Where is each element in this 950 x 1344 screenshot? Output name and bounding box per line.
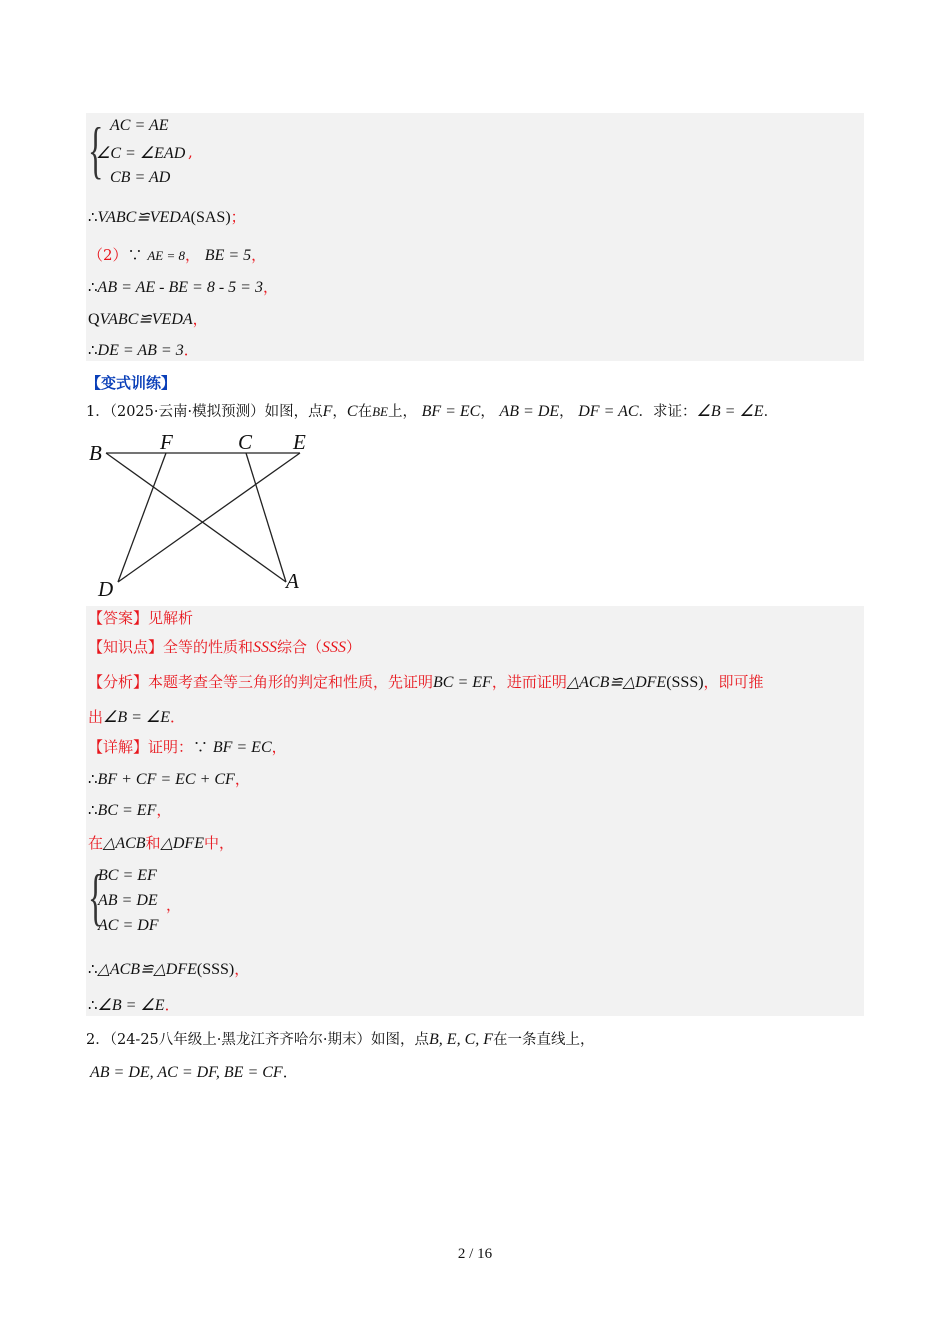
step-line-a: [88, 769, 250, 790]
page-number: 2 / 16: [457, 1246, 493, 1262]
system2-line-1: BC = EF: [98, 867, 157, 884]
step-math: VABC≌VEDA: [99, 311, 193, 328]
comma: ，: [234, 960, 250, 978]
final-math: ∠B = ∠E: [97, 997, 165, 1014]
label-a: A: [286, 569, 299, 593]
because-symbol: ∵: [193, 738, 209, 756]
question-2: [86, 1030, 595, 1050]
in-text: 和: [145, 834, 161, 852]
comma: ，: [271, 738, 287, 756]
condition-3: DF = AC: [578, 403, 639, 420]
separator: ，: [480, 404, 495, 420]
part2-math-1: AE = 8: [147, 248, 185, 263]
part2-math-2: BE = 5: [204, 247, 252, 264]
system2-line-3: AC = DF: [98, 917, 159, 934]
system-brace: {: [88, 861, 104, 932]
label-b: B: [89, 441, 102, 465]
in-text: 中，: [203, 834, 234, 852]
analysis-math: ∠B = ∠E: [103, 709, 171, 726]
question-number: 1．: [86, 404, 110, 420]
period: ．: [763, 404, 779, 420]
knowledge-sss: SSS: [322, 639, 347, 656]
step-math: BC = EF: [97, 802, 157, 819]
conditions: AB = DE, AC = DF, BE = CF: [90, 1064, 283, 1081]
analysis-math: △ACB≌△DFE: [566, 674, 667, 691]
condition-2: AB = DE: [499, 403, 560, 420]
detail-tag: 【详解】: [88, 738, 149, 756]
comma: ，: [251, 246, 267, 264]
knowledge-text: ）: [346, 638, 362, 656]
goal-statement: ∠B = ∠E: [696, 403, 764, 420]
in-text: 在: [88, 834, 104, 852]
point-c: C: [346, 403, 358, 420]
analysis-text: 本题考查全等三角形的判定和性质，先证明: [148, 673, 434, 691]
question-text: 在一条直线上，: [493, 1032, 595, 1048]
solution-continuation-block: [86, 113, 864, 361]
condition-1: BF = EC: [421, 403, 481, 420]
comma: ，: [185, 246, 201, 264]
period: ．: [170, 708, 186, 726]
step-math: AB = AE - BE = 8 - 5 = 3: [97, 279, 263, 296]
comma: ，: [192, 310, 208, 328]
question-text: 在: [357, 404, 373, 420]
analysis-math: BC = EF: [433, 674, 492, 691]
congruence-method: (SAS): [190, 209, 231, 226]
therefore-symbol: ∴: [88, 996, 98, 1014]
detail-line: [88, 737, 287, 758]
system-line-3: CB = AD: [110, 169, 171, 186]
therefore-symbol: ∴: [88, 770, 98, 788]
knowledge-sss: SSS: [253, 639, 278, 656]
question-source: （24-25八年级上·黑龙江齐齐哈尔·期末）: [109, 1032, 372, 1048]
comma: ，: [156, 801, 172, 819]
in-triangles-line: [88, 833, 234, 854]
because-symbol: ∵: [127, 246, 143, 264]
answer-line: [88, 608, 193, 628]
question-source: （2025·云南·模拟预测）: [109, 404, 265, 420]
analysis-text: ，进而证明: [491, 673, 567, 691]
final-line: [88, 995, 180, 1016]
therefore-symbol: ∴: [88, 208, 98, 226]
step-line-5: [88, 340, 199, 361]
congruence-statement: △ACB≌△DFE: [97, 961, 197, 978]
system-suffix: ,: [188, 143, 193, 161]
detail-math: BF = EC: [212, 739, 272, 756]
because-glyph: Q: [88, 311, 100, 328]
conclusion-line: [88, 959, 249, 980]
answer-block: [86, 606, 864, 1016]
question-text: 上，: [387, 404, 417, 420]
system2-line-2: AB = DE: [98, 892, 158, 909]
separator: ，: [559, 404, 574, 420]
answer-text: 见解析: [148, 609, 194, 627]
triangle-acb: △ACB: [103, 835, 146, 852]
system-brace: {: [88, 114, 104, 185]
analysis-text: ，即可推: [703, 673, 764, 691]
label-c: C: [238, 430, 253, 454]
system2-suffix: ，: [166, 896, 182, 914]
system-line-1: AC = AE: [110, 117, 169, 134]
detail-text: 证明：: [148, 738, 194, 756]
analysis-tag: 【分析】: [88, 673, 149, 691]
therefore-symbol: ∴: [88, 278, 98, 296]
question-text: 如图，点: [371, 1032, 430, 1048]
therefore-symbol: ∴: [88, 960, 98, 978]
system-line-2: ∠C = ∠EAD: [96, 145, 186, 162]
segment-ba-line: [106, 453, 286, 582]
step-line-4: [88, 309, 208, 330]
points-list: B, E, C, F: [429, 1031, 494, 1048]
step-line-b: [88, 800, 171, 821]
triangle-dfe: △DFE: [160, 835, 204, 852]
label-d: D: [98, 577, 114, 601]
step-line-3: [88, 277, 278, 298]
analysis-line-2: [88, 707, 185, 728]
period: ．: [164, 996, 180, 1014]
question-1: [86, 402, 778, 422]
congruence-statement: VABC≌VEDA: [97, 209, 191, 226]
knowledge-text: 综合（: [277, 638, 323, 656]
question-number: 2．: [86, 1032, 110, 1048]
part2-label: （2）: [88, 246, 128, 264]
period: ．: [183, 341, 199, 359]
geometry-figure: [86, 428, 326, 603]
congruence-method: (SSS): [196, 961, 235, 978]
question-text: 如图，点: [264, 404, 323, 420]
step-math: DE = AB = 3: [97, 342, 184, 359]
conclusion-line: [88, 207, 246, 228]
label-f: F: [160, 430, 173, 454]
therefore-symbol: ∴: [88, 801, 98, 819]
therefore-symbol: ∴: [88, 341, 98, 359]
separator: ，: [332, 404, 347, 420]
point-f: F: [322, 403, 333, 420]
question-text: ．求证：: [638, 404, 697, 420]
knowledge-line: [88, 637, 361, 658]
knowledge-text: 全等的性质和: [163, 638, 254, 656]
segment-be: BE: [372, 404, 388, 419]
segment-ed-line: [118, 453, 300, 582]
analysis-line-1: [88, 672, 764, 693]
step-math: BF + CF = EC + CF: [97, 771, 235, 788]
knowledge-tag: 【知识点】: [88, 638, 164, 656]
comma: ，: [234, 770, 250, 788]
section-title: 【变式训练】: [86, 374, 177, 392]
period: ．: [282, 1063, 298, 1081]
answer-tag: 【答案】: [88, 609, 149, 627]
semicolon: ；: [230, 208, 246, 226]
label-e: E: [293, 430, 306, 454]
question-2-conditions: [90, 1062, 298, 1083]
comma: ，: [262, 278, 278, 296]
analysis-method: (SSS): [666, 674, 704, 691]
part2-line: [88, 245, 266, 266]
segment-fd-line: [118, 453, 166, 582]
analysis-text: 出: [88, 708, 104, 726]
segment-ca-line: [246, 453, 286, 582]
